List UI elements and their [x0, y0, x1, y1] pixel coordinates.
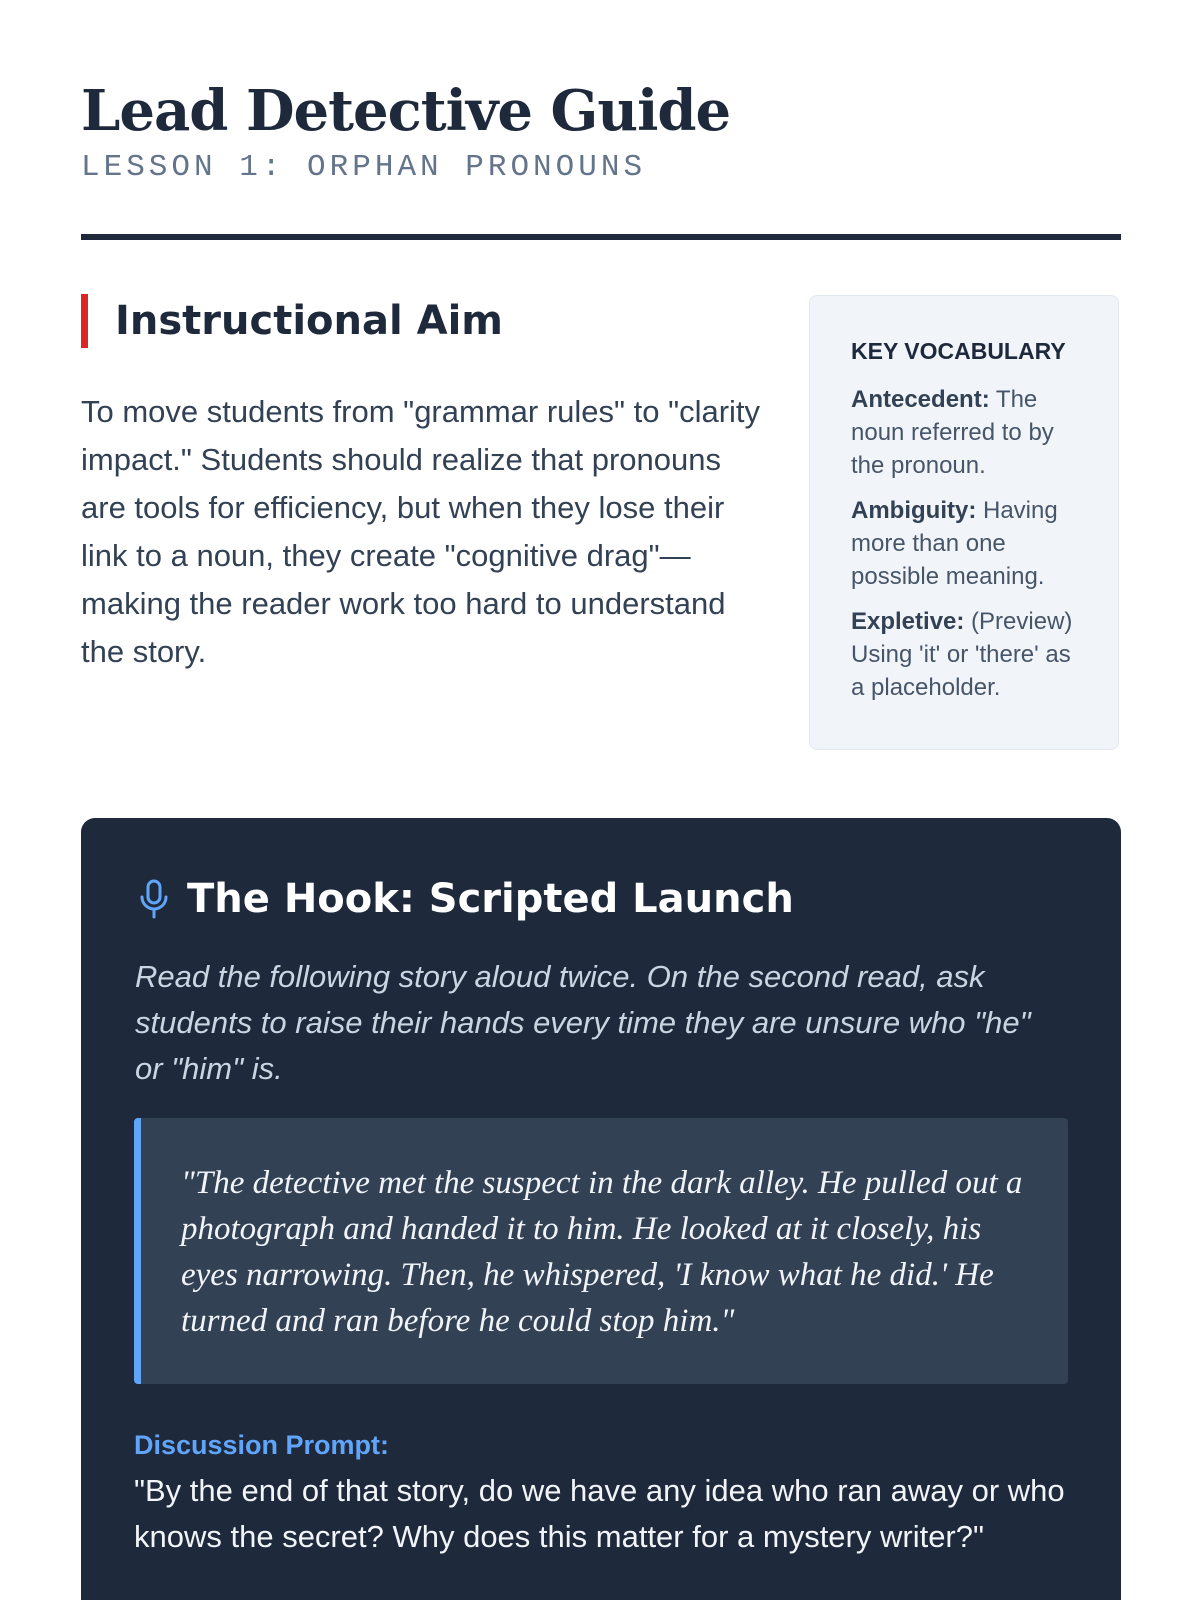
story-text: "The detective met the suspect in the dark alley. He pulled out a photograph and handed it to him. He looked at it closely, his eyes narrowing. Then, he whispered, 'I know what he did.' He turned and ran before he could stop him.": [181, 1165, 1023, 1339]
aim-heading-bar: [81, 294, 503, 348]
vocabulary-term: Antecedent:: [851, 386, 990, 413]
vocabulary-term: Ambiguity:: [851, 497, 977, 524]
page-title: Lead Detective Guide: [81, 78, 731, 144]
aim-text: To move students from "grammar rules" to "clarity impact." Students should realize that pronouns are tools for efficiency, but when they lose their link to a noun, they create "cognitive drag"—making the reader work too hard to understand the story.: [81, 394, 761, 669]
hook-heading: The Hook: Scripted Launch: [187, 876, 794, 922]
microphone-icon: [139, 879, 169, 919]
vocabulary-title: KEY VOCABULARY: [851, 338, 1066, 364]
vocabulary-item-antecedent: [851, 383, 1088, 482]
vocabulary-item-expletive: [851, 605, 1088, 704]
vocabulary-item-ambiguity: [851, 494, 1088, 593]
vocabulary-definition: Having more than one possible meaning.: [851, 497, 1058, 590]
hook-panel: [81, 818, 1121, 1600]
discussion-prompt-label: Discussion Prompt:: [134, 1430, 390, 1460]
lesson-subtitle: LESSON 1: ORPHAN PRONOUNS: [81, 150, 647, 185]
vocabulary-term: Expletive:: [851, 608, 965, 635]
story-quote-block: [134, 1118, 1068, 1384]
header-divider: [81, 234, 1121, 240]
key-vocabulary-box: [809, 295, 1119, 750]
vocabulary-definition: (Preview) Using 'it' or 'there' as a placeholder.: [851, 608, 1073, 701]
vocabulary-definition: The noun referred to by the pronoun.: [851, 386, 1054, 479]
discussion-prompt-text: "By the end of that story, do we have any idea who ran away or who knows the secret? Why does this matter for a mystery writer?": [134, 1473, 1065, 1554]
aim-heading: Instructional Aim: [115, 298, 503, 344]
hook-heading-row: [139, 876, 794, 922]
hook-instructions: Read the following story aloud twice. On the second read, ask students to raise their hands every time they are unsure who "he" or "him" is.: [135, 959, 1031, 1086]
